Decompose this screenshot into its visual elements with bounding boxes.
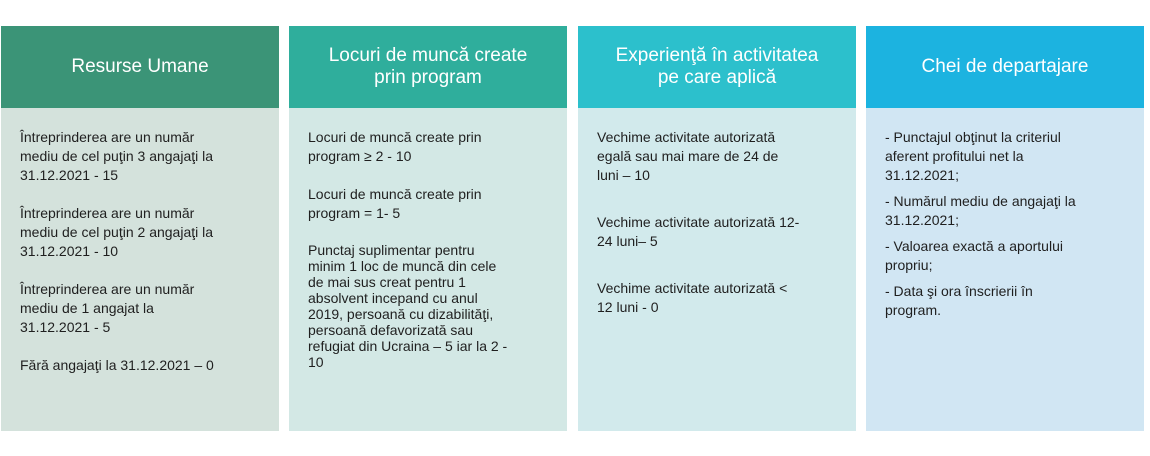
criteria-item: Întreprinderea are un număr mediu de cel puţin 3 angajaţi la 31.12.2021 - 15 <box>20 129 214 183</box>
column-header <box>866 26 1144 108</box>
column-title: Resurse Umane <box>71 56 209 77</box>
tiebreak-item: - Valoarea exactă a aportului propriu; <box>885 238 1063 273</box>
criteria-item: Vechime activitate autorizată 12- 24 luni– 5 <box>597 214 800 249</box>
column-experienta <box>578 26 856 431</box>
criteria-item: Întreprinderea are un număr mediu de cel puţin 2 angajaţi la 31.12.2021 - 10 <box>20 205 214 259</box>
tiebreak-item: - Numărul mediu de angajaţi la 31.12.2021; <box>885 193 1076 228</box>
column-resurse-umane <box>1 26 279 431</box>
criteria-item: Întreprinderea are un număr mediu de 1 angajat la 31.12.2021 - 5 <box>20 281 195 335</box>
criteria-item: Punctaj suplimentar pentru minim 1 loc de muncă din cele de mai sus creat pentru 1 absolvent incepand cu anul 2019, persoană cu dizabilităţi, persoană defavorizată sau refugiat din Ucraina – 5 iar la 2 - 10 <box>308 242 508 370</box>
criteria-item: Vechime activitate autorizată egală sau mai mare de 24 de luni – 10 <box>597 129 779 183</box>
criteria-item: Fără angajaţi la 31.12.2021 – 0 <box>20 357 214 373</box>
criteria-item: Vechime activitate autorizată < 12 luni - 0 <box>597 280 788 315</box>
column-header <box>1 26 279 108</box>
tiebreak-item: - Data şi ora înscrierii în program. <box>885 283 1033 318</box>
column-title: Locuri de muncă create prin program <box>328 45 528 88</box>
column-body <box>1 108 279 431</box>
column-body <box>866 108 1144 431</box>
column-header <box>289 26 567 108</box>
column-header <box>578 26 856 108</box>
column-title: Experienţă în activitatea pe care aplică <box>615 45 819 88</box>
column-body <box>289 108 567 431</box>
column-locuri-de-munca <box>289 26 567 431</box>
column-body <box>578 108 856 431</box>
criteria-item: Locuri de muncă create prin program = 1- 5 <box>308 186 482 221</box>
tiebreak-item: - Punctajul obţinut la criteriul aferent profitului net la 31.12.2021; <box>885 129 1061 183</box>
criteria-item: Locuri de muncă create prin program ≥ 2 - 10 <box>308 129 482 164</box>
column-chei-de-departajare <box>866 26 1144 431</box>
column-title: Chei de departajare <box>921 56 1089 77</box>
